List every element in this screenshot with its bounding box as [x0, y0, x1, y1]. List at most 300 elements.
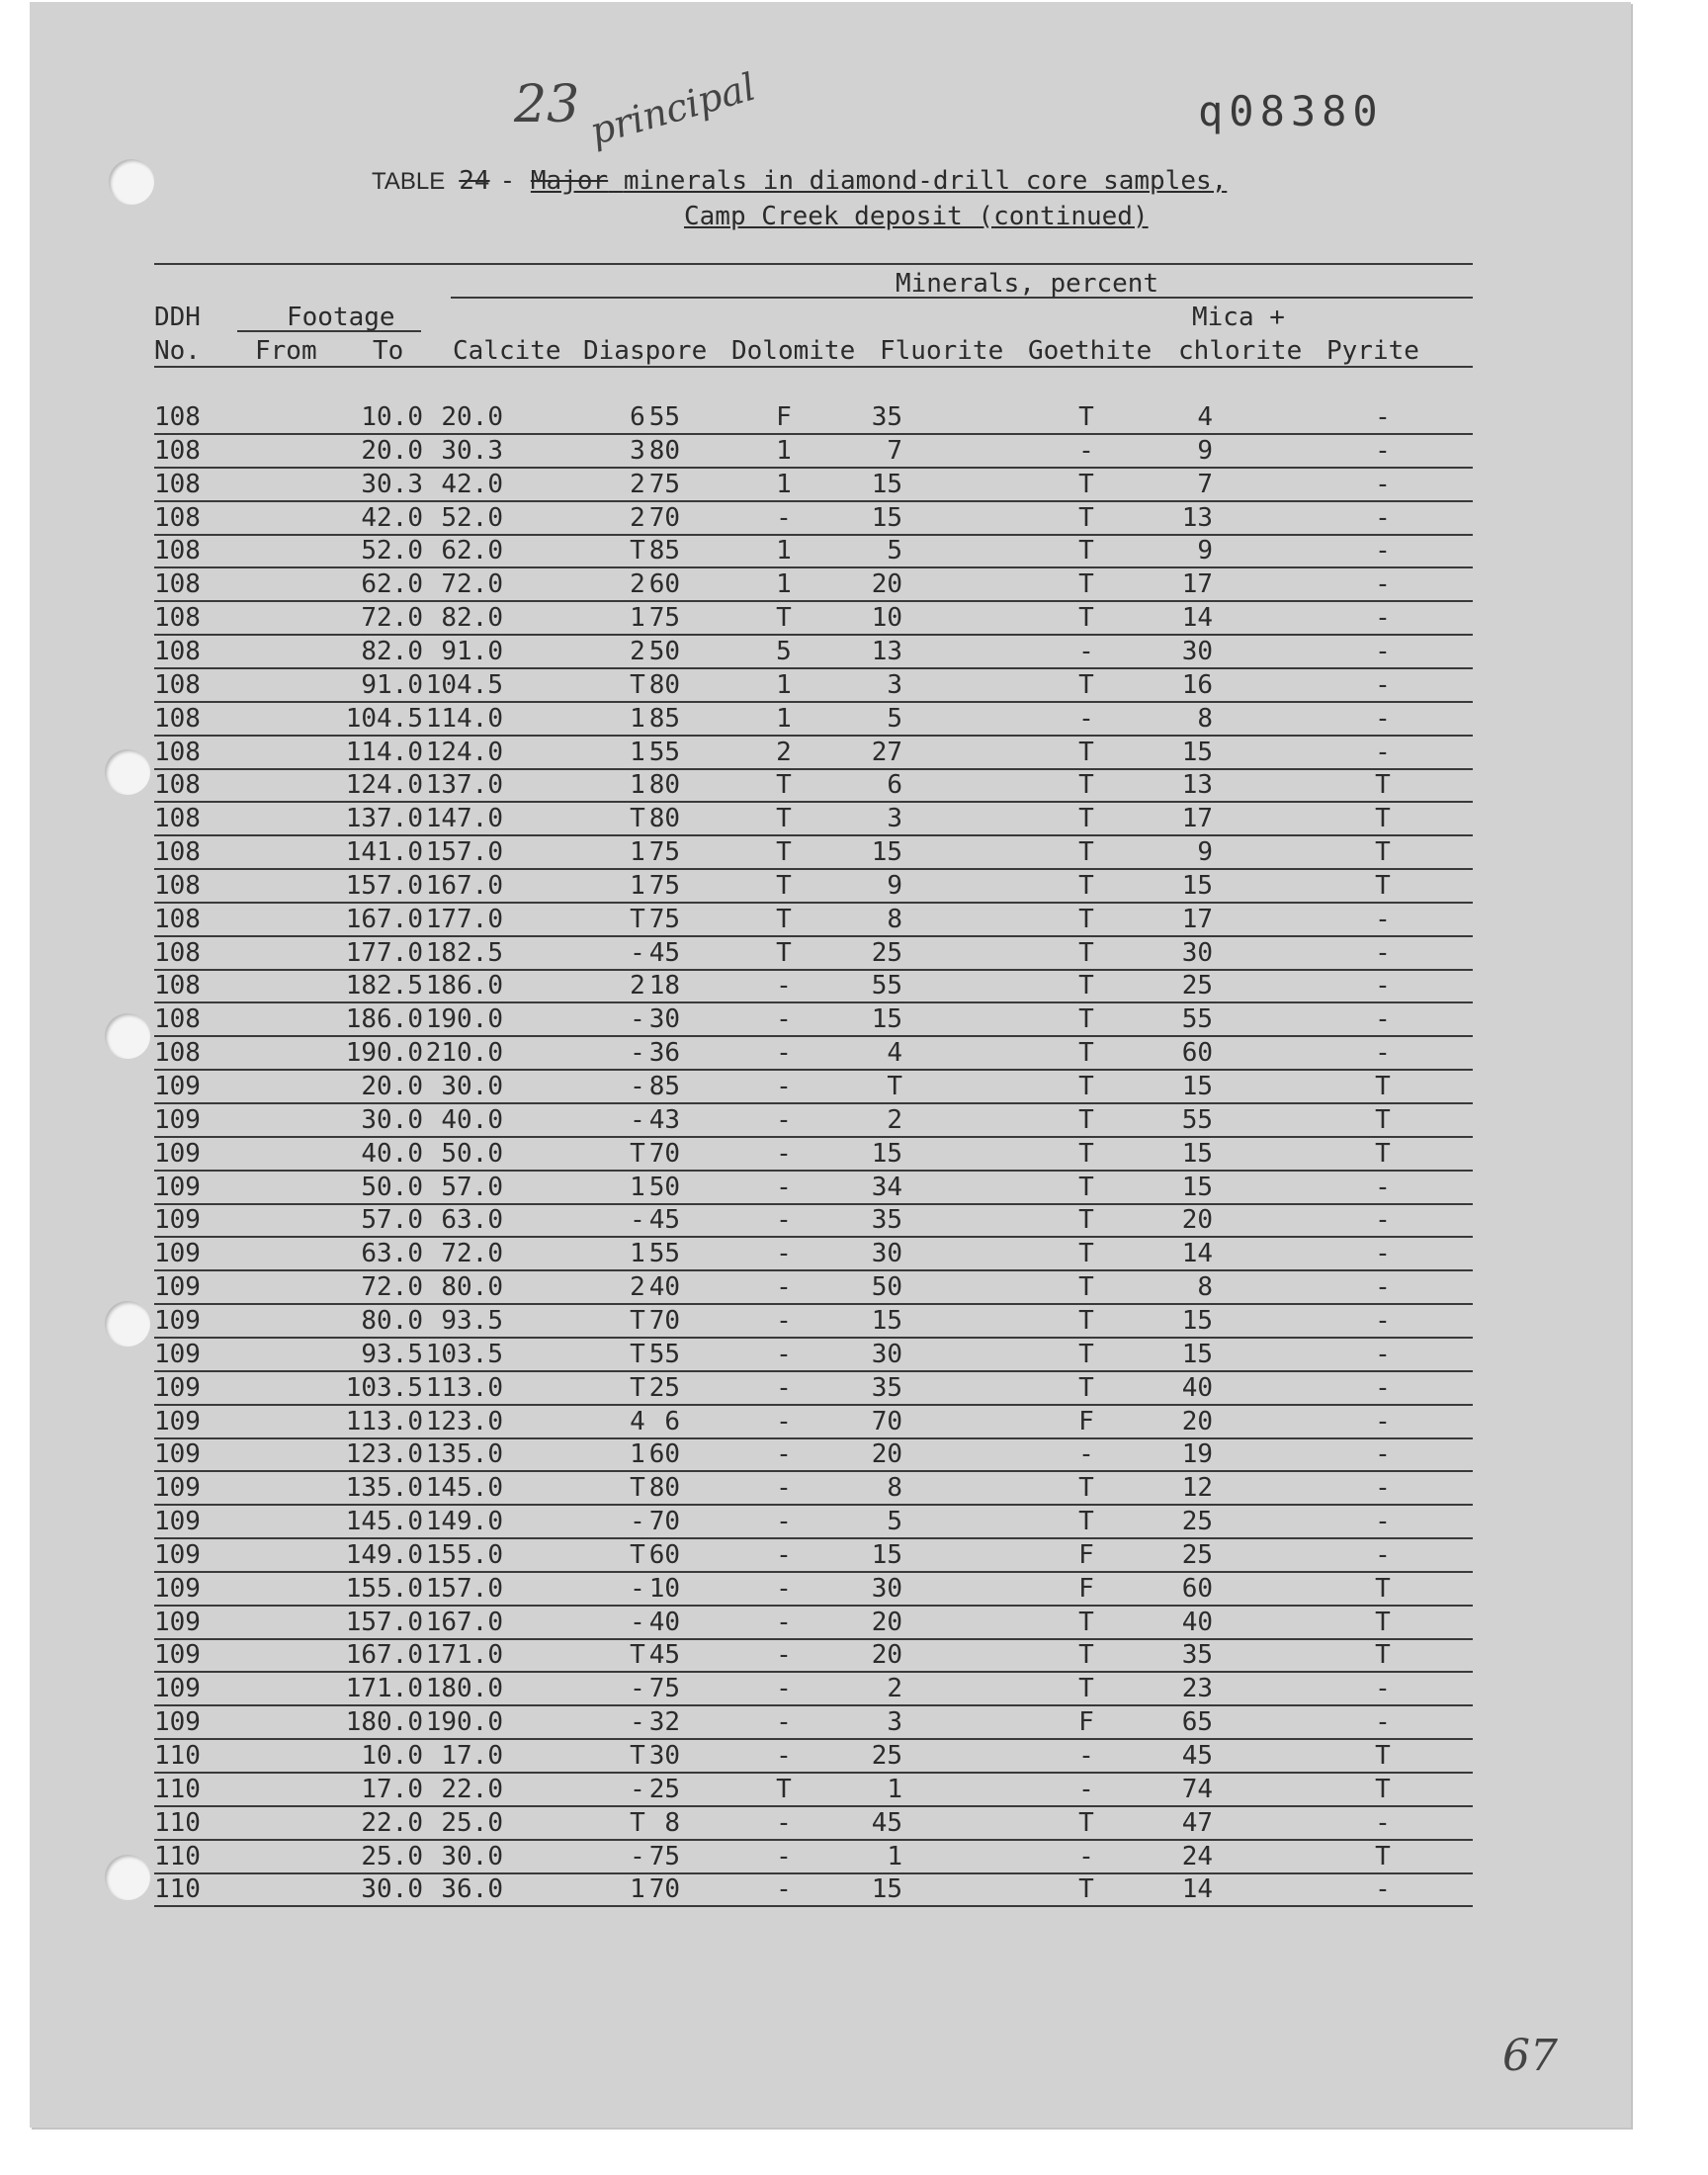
- table-row: [154, 937, 1473, 971]
- diaspore-cell: 1: [630, 871, 645, 901]
- goethite-cell: T: [1078, 871, 1094, 901]
- dolomite-cell: -: [776, 1473, 792, 1503]
- table-row: [154, 1372, 1473, 1406]
- fluorite-cell: 8: [887, 1473, 902, 1503]
- fluorite-cell: 15: [871, 837, 902, 867]
- ddh-cell: 109: [154, 1373, 201, 1403]
- dolomite-cell: 2: [776, 738, 792, 767]
- table-row: [154, 1037, 1473, 1071]
- table-row: [154, 1172, 1473, 1205]
- calcite-cell: 85: [648, 536, 680, 566]
- diaspore-cell: 2: [630, 503, 645, 533]
- pyrite-header: Pyrite: [1326, 336, 1419, 366]
- dolomite-cell: -: [776, 971, 792, 1000]
- to-cell: 104.5: [425, 670, 503, 700]
- mica-chlorite-cell: 23: [1181, 1674, 1213, 1703]
- mica-chlorite-cell: 14: [1181, 1239, 1213, 1268]
- dolomite-cell: T: [776, 603, 792, 633]
- ddh-cell: 108: [154, 837, 201, 867]
- pyrite-cell: -: [1375, 1407, 1391, 1436]
- to-cell: 182.5: [425, 938, 503, 968]
- calcite-cell: 75: [648, 1674, 680, 1703]
- pyrite-cell: -: [1375, 1540, 1391, 1570]
- diaspore-cell: 2: [630, 1272, 645, 1302]
- goethite-cell: F: [1078, 1574, 1094, 1604]
- goethite-cell: -: [1078, 436, 1094, 466]
- fluorite-cell: 15: [871, 470, 902, 499]
- goethite-cell: -: [1078, 1842, 1094, 1871]
- diaspore-cell: -: [630, 1842, 645, 1871]
- ddh-cell: 109: [154, 1608, 201, 1637]
- mica-chlorite-cell: 65: [1181, 1707, 1213, 1737]
- pyrite-cell: -: [1375, 536, 1391, 566]
- fluorite-cell: 5: [887, 1507, 902, 1536]
- fluorite-cell: 1: [887, 1775, 902, 1804]
- table-row: [154, 1873, 1473, 1907]
- ddh-cell: 109: [154, 1674, 201, 1703]
- calcite-cell: 40: [648, 1608, 680, 1637]
- dolomite-cell: -: [776, 1808, 792, 1838]
- calcite-cell: 45: [648, 938, 680, 968]
- calcite-cell: 60: [648, 1439, 680, 1469]
- ddh-cell: 109: [154, 1173, 201, 1202]
- goethite-cell: T: [1078, 1038, 1094, 1068]
- mica-chlorite-cell: 15: [1181, 738, 1213, 767]
- diaspore-cell: T: [630, 1473, 645, 1503]
- from-cell: 124.0: [345, 770, 423, 800]
- goethite-cell: T: [1078, 1139, 1094, 1169]
- dolomite-cell: T: [776, 938, 792, 968]
- from-cell: 149.0: [345, 1540, 423, 1570]
- diaspore-cell: -: [630, 1072, 645, 1101]
- footage-header: Footage: [287, 303, 395, 332]
- from-cell: 30.0: [361, 1874, 423, 1904]
- calcite-cell: 70: [648, 1507, 680, 1536]
- to-cell: 36.0: [441, 1874, 503, 1904]
- diaspore-cell: -: [630, 1507, 645, 1536]
- diaspore-cell: -: [630, 1004, 645, 1034]
- mica-chlorite-cell: 20: [1181, 1407, 1213, 1436]
- calcite-cell: 25: [648, 1775, 680, 1804]
- mica-chlorite-cell: 14: [1181, 1874, 1213, 1904]
- ddh-header: DDH: [154, 303, 201, 332]
- from-cell: 141.0: [345, 837, 423, 867]
- mica-chlorite-cell: 74: [1181, 1775, 1213, 1804]
- goethite-cell: -: [1078, 1775, 1094, 1804]
- goethite-cell: -: [1078, 637, 1094, 666]
- fluorite-cell: 5: [887, 536, 902, 566]
- table-row: [154, 769, 1473, 803]
- pyrite-cell: T: [1375, 1139, 1391, 1169]
- table-label: TABLE: [372, 168, 446, 195]
- table-row: [154, 1706, 1473, 1740]
- title-text: minerals in diamond-drill core samples,: [623, 166, 1228, 196]
- mica-header-line2: chlorite: [1178, 336, 1303, 366]
- goethite-cell: T: [1078, 1808, 1094, 1838]
- table-row: [154, 1506, 1473, 1539]
- dolomite-cell: -: [776, 1608, 792, 1637]
- dolomite-cell: -: [776, 1139, 792, 1169]
- table-row: [154, 737, 1473, 770]
- diaspore-cell: 6: [630, 402, 645, 432]
- handwritten-page-number: 67: [1502, 2031, 1558, 2081]
- fluorite-cell: 2: [887, 1674, 902, 1703]
- fluorite-cell: 50: [871, 1272, 902, 1302]
- goethite-cell: T: [1078, 536, 1094, 566]
- pyrite-cell: -: [1375, 470, 1391, 499]
- to-cell: 30.0: [441, 1842, 503, 1871]
- mica-chlorite-cell: 55: [1181, 1004, 1213, 1034]
- mica-chlorite-cell: 8: [1197, 704, 1213, 734]
- to-cell: 180.0: [425, 1674, 503, 1703]
- to-cell: 30.3: [441, 436, 503, 466]
- dolomite-cell: -: [776, 1507, 792, 1536]
- ddh-cell: 109: [154, 1407, 201, 1436]
- goethite-cell: T: [1078, 1004, 1094, 1034]
- dolomite-cell: -: [776, 1842, 792, 1871]
- from-cell: 20.0: [361, 436, 423, 466]
- fluorite-cell: 30: [871, 1340, 902, 1369]
- mica-chlorite-cell: 25: [1181, 1540, 1213, 1570]
- pyrite-cell: T: [1375, 1574, 1391, 1604]
- fluorite-cell: 45: [871, 1808, 902, 1838]
- pyrite-cell: -: [1375, 938, 1391, 968]
- pyrite-cell: -: [1375, 402, 1391, 432]
- diaspore-cell: -: [630, 1608, 645, 1637]
- pyrite-cell: -: [1375, 503, 1391, 533]
- ddh-cell: 109: [154, 1105, 201, 1135]
- to-cell: 42.0: [441, 470, 503, 499]
- goethite-cell: T: [1078, 738, 1094, 767]
- dolomite-cell: -: [776, 503, 792, 533]
- from-cell: 114.0: [345, 738, 423, 767]
- to-cell: 135.0: [425, 1439, 503, 1469]
- table-row: [154, 435, 1473, 469]
- to-cell: 52.0: [441, 503, 503, 533]
- table-title-line1: [372, 166, 1227, 196]
- fluorite-cell: 15: [871, 1540, 902, 1570]
- table-row: [154, 502, 1473, 536]
- goethite-cell: T: [1078, 1105, 1094, 1135]
- pyrite-cell: -: [1375, 1874, 1391, 1904]
- mica-chlorite-cell: 40: [1181, 1608, 1213, 1637]
- calcite-cell: 45: [648, 1640, 680, 1670]
- goethite-cell: T: [1078, 503, 1094, 533]
- fluorite-cell: 8: [887, 905, 902, 934]
- table-row: [154, 1204, 1473, 1238]
- calcite-cell: 80: [648, 436, 680, 466]
- goethite-cell: T: [1078, 938, 1094, 968]
- table-row: [154, 1271, 1473, 1305]
- calcite-cell: 70: [648, 1306, 680, 1336]
- to-cell: 190.0: [425, 1707, 503, 1737]
- goethite-cell: T: [1078, 1306, 1094, 1336]
- dolomite-cell: 1: [776, 569, 792, 599]
- ddh-cell: 110: [154, 1741, 201, 1771]
- dolomite-cell: 1: [776, 470, 792, 499]
- dolomite-cell: -: [776, 1741, 792, 1771]
- diaspore-cell: 1: [630, 1874, 645, 1904]
- fluorite-cell: 25: [871, 938, 902, 968]
- table-row: [154, 1774, 1473, 1807]
- to-header: To: [373, 336, 404, 366]
- fluorite-cell: 35: [871, 402, 902, 432]
- from-cell: 137.0: [345, 804, 423, 833]
- header-bottom-rule: [154, 366, 1473, 368]
- to-cell: 190.0: [425, 1004, 503, 1034]
- pyrite-cell: T: [1375, 1072, 1391, 1101]
- goethite-cell: T: [1078, 1205, 1094, 1235]
- binder-hole: [105, 749, 150, 795]
- table-row: [154, 1573, 1473, 1607]
- calcite-cell: 25: [648, 1373, 680, 1403]
- to-cell: 145.0: [425, 1473, 503, 1503]
- to-cell: 155.0: [425, 1540, 503, 1570]
- from-cell: 157.0: [345, 1608, 423, 1637]
- dolomite-cell: -: [776, 1540, 792, 1570]
- to-cell: 186.0: [425, 971, 503, 1000]
- mica-chlorite-cell: 15: [1181, 1306, 1213, 1336]
- dolomite-cell: T: [776, 1775, 792, 1804]
- mica-chlorite-cell: 40: [1181, 1373, 1213, 1403]
- ddh-cell: 108: [154, 871, 201, 901]
- from-cell: 186.0: [345, 1004, 423, 1034]
- ddh-cell: 108: [154, 470, 201, 499]
- to-cell: 62.0: [441, 536, 503, 566]
- ddh-cell: 108: [154, 971, 201, 1000]
- mica-chlorite-cell: 19: [1181, 1439, 1213, 1469]
- pyrite-cell: -: [1375, 1205, 1391, 1235]
- to-cell: 72.0: [441, 1239, 503, 1268]
- table-row: [154, 1807, 1473, 1841]
- table-row: [154, 1539, 1473, 1573]
- diaspore-cell: 1: [630, 1173, 645, 1202]
- goethite-cell: -: [1078, 704, 1094, 734]
- diaspore-cell: -: [630, 1038, 645, 1068]
- fluorite-cell: 34: [871, 1173, 902, 1202]
- calcite-cell: 70: [648, 503, 680, 533]
- pyrite-cell: T: [1375, 1775, 1391, 1804]
- from-cell: 135.0: [345, 1473, 423, 1503]
- table-row: [154, 1472, 1473, 1506]
- fluorite-cell: 25: [871, 1741, 902, 1771]
- mica-chlorite-cell: 35: [1181, 1640, 1213, 1670]
- no-header: No.: [154, 336, 201, 366]
- goethite-cell: T: [1078, 1640, 1094, 1670]
- mica-chlorite-cell: 9: [1197, 536, 1213, 566]
- table-row: [154, 1138, 1473, 1172]
- diaspore-cell: T: [630, 804, 645, 833]
- dolomite-cell: 1: [776, 670, 792, 700]
- pyrite-cell: -: [1375, 1707, 1391, 1737]
- goethite-cell: T: [1078, 1239, 1094, 1268]
- from-header: From: [255, 336, 317, 366]
- fluorite-cell: 20: [871, 569, 902, 599]
- binder-hole: [105, 1855, 150, 1900]
- pyrite-cell: -: [1375, 1038, 1391, 1068]
- mica-chlorite-cell: 9: [1197, 837, 1213, 867]
- diaspore-cell: T: [630, 536, 645, 566]
- dolomite-header: Dolomite: [731, 336, 856, 366]
- diaspore-cell: 1: [630, 770, 645, 800]
- to-cell: 57.0: [441, 1173, 503, 1202]
- fluorite-cell: 15: [871, 1874, 902, 1904]
- goethite-cell: -: [1078, 1439, 1094, 1469]
- pyrite-cell: T: [1375, 1105, 1391, 1135]
- calcite-cell: 85: [648, 1072, 680, 1101]
- fluorite-cell: 3: [887, 1707, 902, 1737]
- pyrite-cell: -: [1375, 1173, 1391, 1202]
- calcite-cell: 30: [648, 1741, 680, 1771]
- pyrite-cell: -: [1375, 1272, 1391, 1302]
- from-cell: 177.0: [345, 938, 423, 968]
- table-title-line2: Camp Creek deposit (continued): [684, 202, 1149, 231]
- fluorite-cell: 10: [871, 603, 902, 633]
- ddh-cell: 110: [154, 1808, 201, 1838]
- to-cell: 114.0: [425, 704, 503, 734]
- calcite-cell: 50: [648, 637, 680, 666]
- pyrite-cell: -: [1375, 1674, 1391, 1703]
- table-row: [154, 904, 1473, 937]
- from-cell: 82.0: [361, 637, 423, 666]
- to-cell: 91.0: [441, 637, 503, 666]
- from-cell: 157.0: [345, 871, 423, 901]
- calcite-cell: 75: [648, 470, 680, 499]
- from-cell: 180.0: [345, 1707, 423, 1737]
- table-row: [154, 469, 1473, 502]
- table-row: [154, 1841, 1473, 1874]
- goethite-cell: T: [1078, 402, 1094, 432]
- table-row: [154, 803, 1473, 836]
- binder-hole: [105, 1013, 150, 1059]
- fluorite-cell: 9: [887, 871, 902, 901]
- dolomite-cell: -: [776, 1674, 792, 1703]
- fluorite-cell: 3: [887, 804, 902, 833]
- binder-hole: [109, 159, 154, 205]
- to-cell: 210.0: [425, 1038, 503, 1068]
- diaspore-cell: 4: [630, 1407, 645, 1436]
- goethite-cell: T: [1078, 971, 1094, 1000]
- calcite-cell: 80: [648, 804, 680, 833]
- fluorite-cell: 35: [871, 1205, 902, 1235]
- mica-chlorite-cell: 20: [1181, 1205, 1213, 1235]
- mica-chlorite-cell: 17: [1181, 905, 1213, 934]
- fluorite-cell: 7: [887, 436, 902, 466]
- to-cell: 177.0: [425, 905, 503, 934]
- diaspore-cell: 2: [630, 637, 645, 666]
- diaspore-cell: 2: [630, 971, 645, 1000]
- from-cell: 167.0: [345, 905, 423, 934]
- fluorite-cell: 70: [871, 1407, 902, 1436]
- ddh-cell: 110: [154, 1842, 201, 1871]
- table-row: [154, 669, 1473, 703]
- ddh-cell: 109: [154, 1640, 201, 1670]
- ddh-cell: 108: [154, 905, 201, 934]
- calcite-cell: 80: [648, 770, 680, 800]
- to-cell: 137.0: [425, 770, 503, 800]
- to-cell: 171.0: [425, 1640, 503, 1670]
- from-cell: 10.0: [361, 402, 423, 432]
- from-cell: 42.0: [361, 503, 423, 533]
- calcite-cell: 80: [648, 670, 680, 700]
- from-cell: 190.0: [345, 1038, 423, 1068]
- table-row: [154, 1238, 1473, 1271]
- calcite-cell: 36: [648, 1038, 680, 1068]
- pyrite-cell: -: [1375, 1239, 1391, 1268]
- ddh-cell: 108: [154, 770, 201, 800]
- pyrite-cell: -: [1375, 738, 1391, 767]
- dolomite-cell: -: [776, 1640, 792, 1670]
- to-cell: 167.0: [425, 871, 503, 901]
- diaspore-cell: T: [630, 1373, 645, 1403]
- goethite-cell: T: [1078, 1473, 1094, 1503]
- pyrite-cell: -: [1375, 569, 1391, 599]
- ddh-cell: 110: [154, 1874, 201, 1904]
- diaspore-cell: -: [630, 1674, 645, 1703]
- diaspore-header: Diaspore: [583, 336, 708, 366]
- calcite-cell: 6: [664, 1407, 680, 1436]
- table-row: [154, 703, 1473, 737]
- mica-header-line1: Mica +: [1192, 303, 1285, 332]
- pyrite-cell: -: [1375, 603, 1391, 633]
- pyrite-cell: T: [1375, 1640, 1391, 1670]
- fluorite-cell: 35: [871, 1373, 902, 1403]
- pyrite-cell: -: [1375, 905, 1391, 934]
- from-cell: 182.5: [345, 971, 423, 1000]
- struck-title-word: Major: [530, 166, 609, 196]
- goethite-cell: T: [1078, 1874, 1094, 1904]
- fluorite-cell: 15: [871, 1139, 902, 1169]
- mica-chlorite-cell: 24: [1181, 1842, 1213, 1871]
- diaspore-cell: T: [630, 1808, 645, 1838]
- calcite-cell: 8: [664, 1808, 680, 1838]
- fluorite-cell: 15: [871, 503, 902, 533]
- to-cell: 30.0: [441, 1072, 503, 1101]
- binder-hole: [105, 1301, 150, 1347]
- mica-chlorite-cell: 25: [1181, 1507, 1213, 1536]
- fluorite-cell: 30: [871, 1239, 902, 1268]
- mica-chlorite-cell: 9: [1197, 436, 1213, 466]
- table-row: [154, 1104, 1473, 1138]
- calcite-cell: 75: [648, 1842, 680, 1871]
- goethite-cell: T: [1078, 905, 1094, 934]
- ddh-cell: 108: [154, 637, 201, 666]
- from-cell: 10.0: [361, 1741, 423, 1771]
- ddh-cell: 108: [154, 569, 201, 599]
- ddh-cell: 109: [154, 1473, 201, 1503]
- mica-chlorite-cell: 45: [1181, 1741, 1213, 1771]
- ddh-cell: 109: [154, 1540, 201, 1570]
- to-cell: 167.0: [425, 1608, 503, 1637]
- ddh-cell: 109: [154, 1507, 201, 1536]
- pyrite-cell: -: [1375, 436, 1391, 466]
- ddh-cell: 109: [154, 1139, 201, 1169]
- from-cell: 103.5: [345, 1373, 423, 1403]
- goethite-cell: T: [1078, 837, 1094, 867]
- to-cell: 25.0: [441, 1808, 503, 1838]
- dolomite-cell: -: [776, 1439, 792, 1469]
- pyrite-cell: T: [1375, 770, 1391, 800]
- fluorite-cell: 2: [887, 1105, 902, 1135]
- calcite-cell: 55: [648, 402, 680, 432]
- mica-chlorite-cell: 55: [1181, 1105, 1213, 1135]
- dolomite-cell: -: [776, 1004, 792, 1034]
- table-row: [154, 1071, 1473, 1104]
- mica-chlorite-cell: 13: [1181, 770, 1213, 800]
- pyrite-cell: -: [1375, 1004, 1391, 1034]
- table-row: [154, 568, 1473, 602]
- from-cell: 104.5: [345, 704, 423, 734]
